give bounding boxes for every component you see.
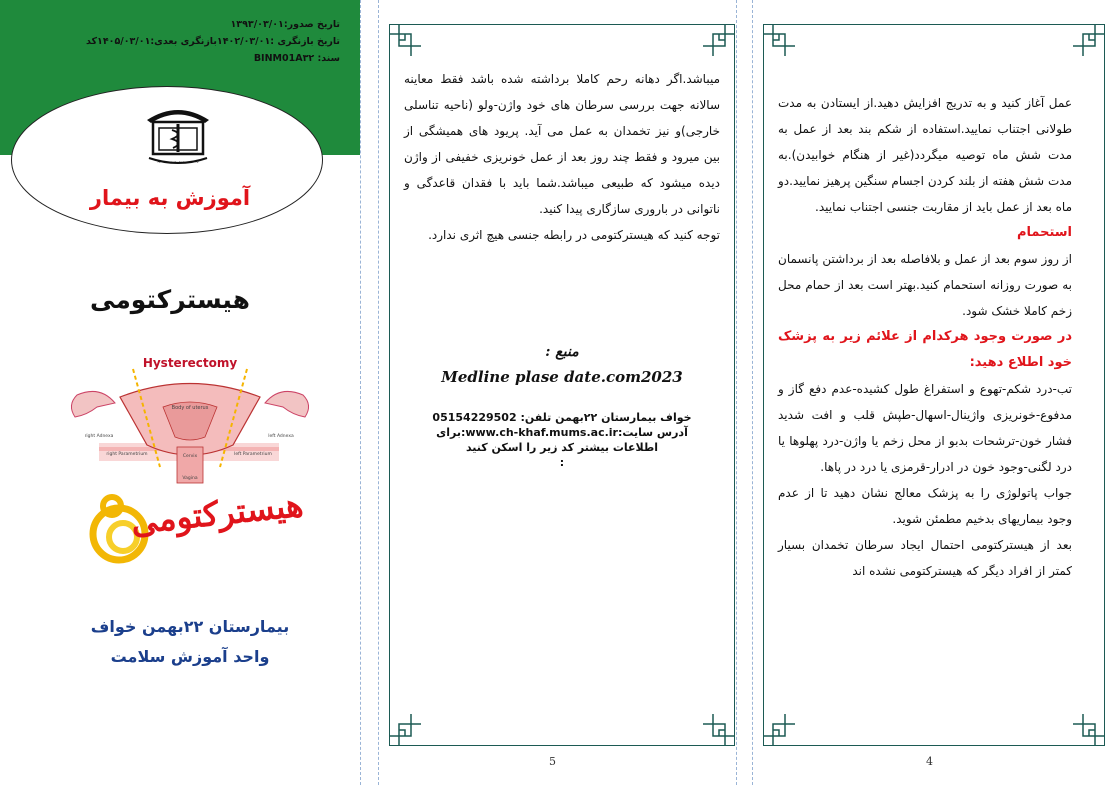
corner-ornament-icon — [389, 24, 421, 56]
document-code: سند: BINM01A۳۲ — [253, 53, 340, 64]
corner-ornament-icon — [703, 24, 735, 56]
illustration-title: Hysterectomy — [142, 356, 238, 370]
education-title: آموزش به بیمار — [89, 186, 251, 210]
university-logo-icon — [139, 98, 217, 168]
review-date: تاریخ بازنگری :۱۴۰۲/۰۳/۰۱بازنگری بعدی:۱۴۰۵/۰۳/۰۱کد — [86, 36, 340, 47]
label-right-parametrium: right Parametrium — [106, 452, 148, 457]
alert-heading: در صورت وجود هرکدام از علائم زیر به پزشک خود اطلاع دهید: — [778, 329, 1072, 370]
contact-phone: خواف بیمارستان ۲۲بهمن تلفن: 05154229502 — [432, 411, 692, 424]
source-label: منبع : — [545, 344, 579, 360]
issue-date: تاریخ صدور:۱۳۹۳/۰۳/۰۱ — [230, 19, 340, 30]
decorative-title: هیسترکتومی — [129, 484, 306, 542]
corner-ornament-icon — [763, 24, 795, 56]
page4-body — [778, 90, 1072, 584]
contact-info — [404, 410, 720, 470]
svg-text:~~~~~~~~~~: ~~~~~~~~~~ — [157, 160, 199, 166]
fold-line — [360, 0, 361, 785]
bathing-heading: استحمام — [1016, 225, 1072, 240]
page5-paragraph: توجه کنید که هیسترکتومی در رابطه جنسی هیچ اثری ندارد. — [428, 228, 720, 242]
fold-line — [752, 0, 753, 785]
contact-colon: : — [559, 456, 565, 469]
corner-ornament-icon — [703, 714, 735, 746]
label-right-adnexa: right Adnexa — [84, 434, 114, 439]
pathology-text: جواب پاتولوژی را به پزشک معالج نشان دهید تا از عدم وجود بیماریهای بدخیم مطمئن شوید. — [778, 486, 1072, 526]
uterus-illustration — [65, 355, 315, 485]
label-vagina: Vagina — [182, 476, 198, 481]
cover-panel — [0, 0, 360, 785]
hospital-info — [60, 612, 320, 672]
corner-ornament-icon — [1073, 24, 1105, 56]
unit-name: واحد آموزش سلامت — [110, 647, 270, 666]
bathing-text: از روز سوم بعد از عمل و بلافاصله بعد از برداشتن پانسمان به صورت روزانه استحمام کنید.بهتر است بعد از حمام محل زخم کاملا خشک شود. — [778, 252, 1072, 318]
alert-text: تب-درد شکم-تهوع و استفراغ طول کشیده-عدم دفع گاز و مدفوع-خونریزی واژینال-اسهال-طپش قلب و افت شدید فشار خون-ترشحات بدبو از محل زخم یا واژن-درد پهلوها یا درد لگنی-وجود خون در ادرار-قرمزی یا درد در پاها. — [778, 382, 1072, 474]
page5-body — [404, 66, 720, 248]
fold-line — [378, 0, 379, 785]
document-meta — [20, 16, 340, 67]
page-number-4: 4 — [926, 755, 933, 768]
main-title: هیسترکتومی — [90, 285, 250, 314]
label-body-of-uterus: Body of uterus — [171, 405, 209, 411]
final-text: بعد از هیسترکتومی احتمال ایجاد سرطان تخمدان بسیار کمتر از افراد دیگر که هیسترکتومی نشده اند — [778, 538, 1072, 578]
page5-paragraph: میباشد.اگر دهانه رحم کاملا برداشته شده باشد فقط معاینه سالانه جهت بررسی سرطان های خود واژن-ولو (ناحیه تناسلی خارجی)و نیز تخمدان به عمل می آید. پریود های همیشگی از بین میرود و فقط چند روز بعد از عمل خونریزی خفیفی از واژن دیده میشود که طبیعی میباشد.شما باید با فقدان قاعدگی و ناتوانی در باروری سازگاری پیدا کنید. — [404, 72, 720, 216]
label-left-parametrium: left Parametrium — [234, 452, 272, 457]
corner-ornament-icon — [389, 714, 421, 746]
page4-intro: عمل آغاز کنید و به تدریج افزایش دهید.از ایستادن به مدت طولانی اجتناب نمایید.استفاده از شکم بند بعد از عمل به مدت شش ماه توصیه میگردد(غیر از هنگام خوابیدن).به مدت شش هفته از بلند کردن اجسام سنگین پرهیز نمایید.دو ماه بعد از عمل باید از مقاربت جنسی اجتناب نمایید. — [778, 96, 1072, 214]
page-number-5: 5 — [549, 755, 556, 768]
contact-website: آدرس سایت:www.ch-khaf.mums.ac.ir:برای — [436, 426, 688, 439]
label-left-adnexa: left Adnexa — [268, 434, 294, 439]
corner-ornament-icon — [1073, 714, 1105, 746]
hospital-name: بیمارستان ۲۲بهمن خواف — [90, 617, 290, 636]
label-cervix: Cervix — [182, 454, 198, 459]
fold-line — [736, 0, 737, 785]
corner-ornament-icon — [763, 714, 795, 746]
contact-scan-note: اطلاعات بیشتر کد زیر را اسکن کنید — [465, 441, 659, 454]
source-value: Medline plase date.com2023 — [441, 368, 683, 386]
